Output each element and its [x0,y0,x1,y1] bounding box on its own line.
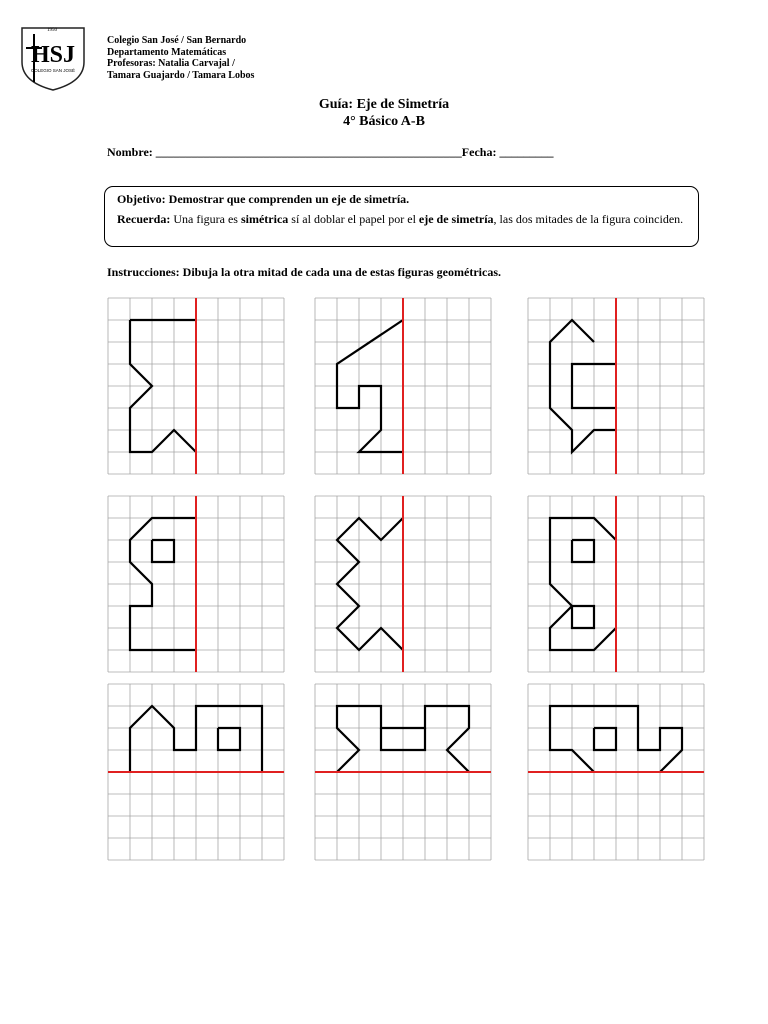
guide-title: Guía: Eje de Simetría [318,97,450,112]
school-header [107,35,254,81]
half-figure [572,606,594,628]
objective-text: Demostrar que comprenden un eje de simetría. [168,192,410,206]
course-title: 4° Básico A-B [343,114,425,129]
date-label: Fecha: [461,145,497,159]
page-title [0,96,768,130]
recall-label: Recuerda: [117,212,171,226]
grid-figure-7[interactable] [108,684,288,869]
name-date-line [107,145,553,160]
svg-text:1950: 1950 [47,28,57,33]
school-logo [18,22,88,92]
recall-paragraph [117,212,688,227]
instructions-label: Instrucciones: [107,265,180,279]
date-blank[interactable]: _________ [499,145,554,159]
svg-text:COLEGIO SAN JOSÉ: COLEGIO SAN JOSÉ [30,68,76,73]
grid-figure-9[interactable] [528,684,708,869]
school-name: Colegio San José / San Bernardo [107,35,247,46]
svg-text:HSJ: HSJ [30,42,76,68]
recall-bold-2: eje de simetría [418,212,494,226]
grid-figure-1[interactable] [108,298,288,478]
grid-figure-8[interactable] [315,684,495,869]
recall-text-1: Una figura es [173,212,238,226]
objective-box [104,186,699,247]
grid-figure-4[interactable] [108,496,288,676]
name-label: Nombre: [107,145,153,159]
objective-label: Objetivo: [117,192,166,206]
recall-text-3: , las dos mitades de la figura coinciden. [493,212,684,226]
teachers-line-2: Tamara Guajardo / Tamara Lobos [107,69,255,81]
half-figure [594,728,616,750]
half-figure [152,540,174,562]
half-figure [218,728,240,750]
recall-bold-1: simétrica [240,212,289,226]
grid-figure-3[interactable] [528,298,708,478]
grid-figure-5[interactable] [315,496,495,676]
grid-figure-6[interactable] [528,496,708,676]
instructions-text: Dibuja la otra mitad de cada una de estas figuras geométricas. [182,265,501,279]
half-figure [572,540,594,562]
instructions [107,265,501,280]
grid-figure-2[interactable] [315,298,495,478]
name-blank[interactable]: ___________________________________________________ [155,145,462,159]
department: Departamento Matemáticas [107,46,227,58]
teachers-line-1: Profesoras: Natalia Carvajal / [107,58,235,69]
recall-text-2: sí al doblar el papel por el [291,212,416,226]
